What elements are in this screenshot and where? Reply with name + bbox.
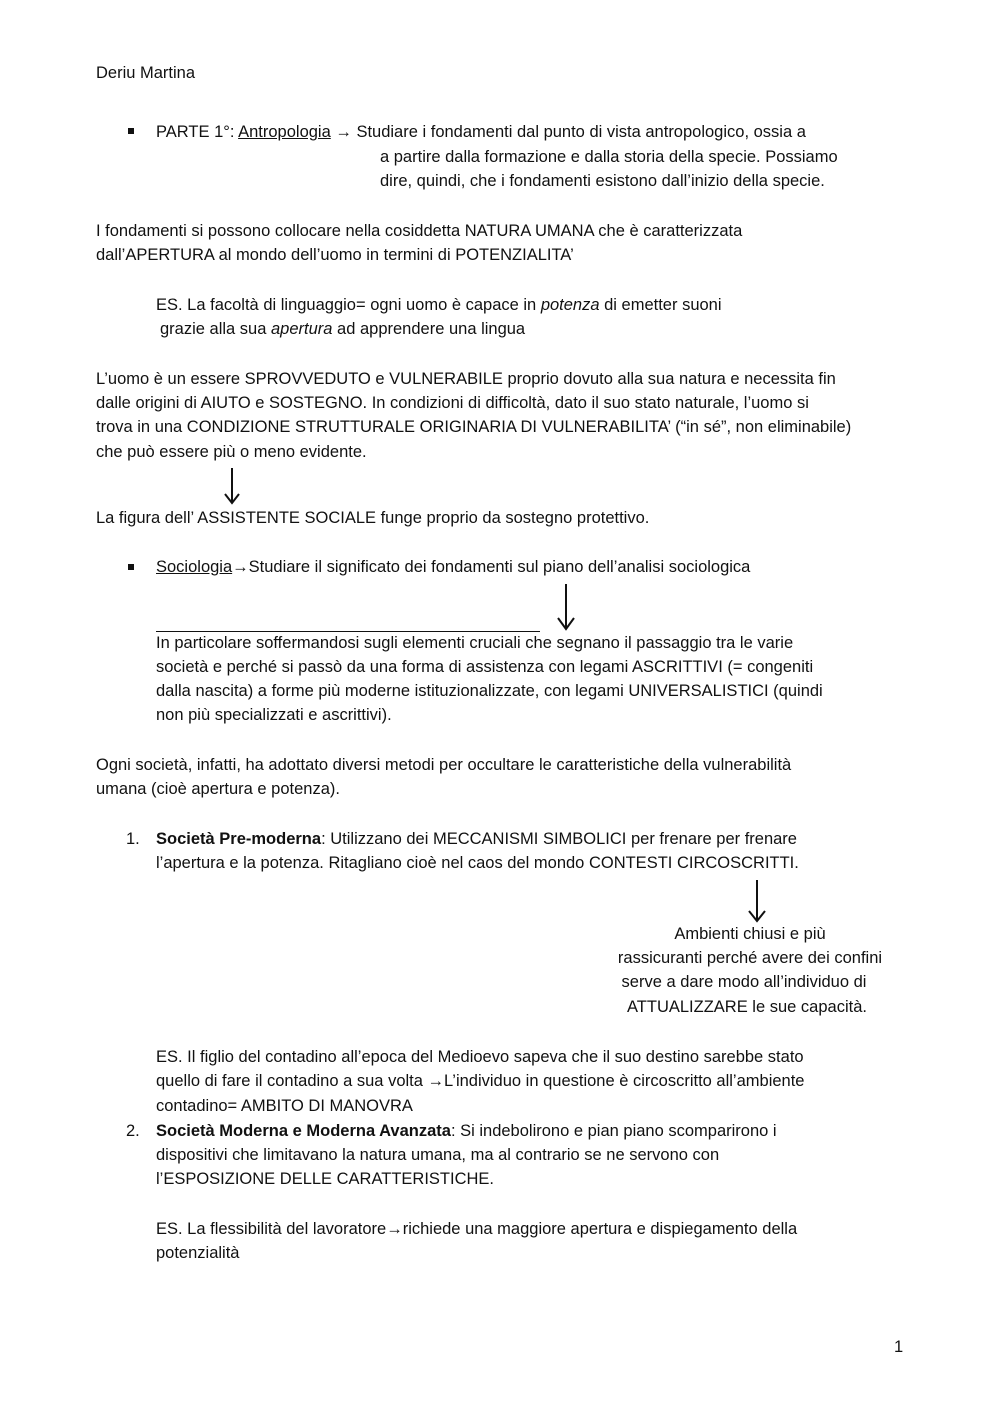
sociologia-text: Studiare il significato dei fondamenti sul piano dell’analisi sociologica bbox=[248, 558, 751, 576]
list-item-line: l’apertura e la potenza. Ritagliano cioè nel caos del mondo CONTESTI CIRCOSCRITTI. bbox=[156, 854, 799, 872]
example-line bbox=[160, 317, 525, 342]
paragraph-line: dall’APERTURA al mondo dell’uomo in termini di POTENZIALITA’ bbox=[96, 246, 574, 264]
note-line: serve a dare modo all’individuo di bbox=[621, 973, 867, 991]
paragraph-line: trova in una CONDIZIONE STRUTTURALE ORIGINARIA DI VULNERABILITA’ (“in sé”, non eliminabile) bbox=[96, 418, 852, 436]
bullet-icon bbox=[128, 128, 134, 134]
example-text: L’individuo in questione è circoscritto all’ambiente bbox=[444, 1072, 805, 1090]
down-arrow-icon bbox=[555, 582, 577, 632]
paragraph-line: dalle origini di AIUTO e SOSTEGNO. In condizioni di difficoltà, dato il suo stato naturale, l’uomo si bbox=[96, 394, 809, 412]
paragraph-line: L’uomo è un essere SPROVVEDUTO e VULNERABILE proprio dovuto alla sua natura e necessita fin bbox=[96, 370, 836, 388]
example-text: ES. La flessibilità del lavoratore bbox=[156, 1220, 387, 1238]
example-text: ad apprendere una lingua bbox=[332, 320, 526, 338]
bullet-icon bbox=[128, 564, 134, 570]
note-line: Ambienti chiusi e più bbox=[674, 925, 826, 943]
page-number: 1 bbox=[894, 1338, 904, 1356]
item2-title: Società Moderna e Moderna Avanzata bbox=[156, 1122, 451, 1140]
item1-text: : Utilizzano dei MECCANISMI SIMBOLICI per frenare per frenare bbox=[321, 830, 797, 848]
paragraph-line: Ogni società, infatti, ha adottato diversi metodi per occultare le caratteristiche della vulnerabilità bbox=[96, 756, 792, 774]
paragraph-line: I fondamenti si possono collocare nella cosiddetta NATURA UMANA che è caratterizzata bbox=[96, 222, 743, 240]
right-arrow-icon: → bbox=[232, 558, 249, 576]
paragraph-line: In particolare soffermandosi sugli elementi cruciali che segnano il passaggio tra le varie bbox=[156, 634, 794, 652]
paragraph-line: La figura dell’ ASSISTENTE SOCIALE funge proprio da sostegno protettivo. bbox=[96, 509, 650, 527]
paragraph-line: società e perché si passò da una forma di assistenza con legami ASCRITTIVI (= congeniti bbox=[156, 658, 814, 676]
paragraph-line: dalla nascita) a forme più moderne istituzionalizzate, con legami UNIVERSALISTICI (quindi bbox=[156, 682, 823, 700]
list-number: 2. bbox=[126, 1122, 140, 1140]
example-italic: potenza bbox=[540, 296, 600, 314]
note-line: rassicuranti perché avere dei confini bbox=[617, 949, 883, 967]
part1-line-1: Studiare i fondamenti dal punto di vista antropologico, ossia a bbox=[356, 123, 806, 141]
part1-title: Antropologia bbox=[238, 123, 331, 141]
example-text: di emetter suoni bbox=[599, 296, 722, 314]
part1-heading bbox=[156, 120, 806, 145]
example-line: potenzialità bbox=[156, 1244, 240, 1262]
right-arrow-icon: → bbox=[386, 1220, 403, 1238]
part1-line-3: dire, quindi, che i fondamenti esistono dall’inizio della specie. bbox=[380, 172, 825, 190]
example-text: quello di fare il contadino a sua volta bbox=[156, 1072, 428, 1090]
right-arrow-icon: → bbox=[427, 1072, 445, 1090]
list-item-line bbox=[156, 827, 797, 852]
example-line bbox=[156, 1217, 797, 1242]
down-arrow-icon bbox=[222, 466, 242, 506]
sociologia-title: Sociologia bbox=[156, 558, 233, 576]
example-text: ES. La facoltà di linguaggio= ogni uomo è capace in bbox=[156, 296, 541, 314]
paragraph-line: che può essere più o meno evidente. bbox=[96, 443, 367, 461]
example-text: grazie alla sua bbox=[160, 320, 271, 338]
list-item-line bbox=[156, 1119, 777, 1144]
item1-title: Società Pre-moderna bbox=[156, 830, 322, 848]
author-name: Deriu Martina bbox=[96, 64, 196, 82]
example-line: ES. Il figlio del contadino all’epoca del Medioevo sapeva che il suo destino sarebbe stato bbox=[156, 1048, 804, 1066]
part1-line-2: a partire dalla formazione e dalla storia della specie. Possiamo bbox=[380, 148, 838, 166]
example-text: richiede una maggiore apertura e dispiegamento della bbox=[402, 1220, 798, 1238]
example-italic: apertura bbox=[270, 320, 333, 338]
down-arrow-icon bbox=[746, 878, 768, 924]
part1-prefix: PARTE 1°: bbox=[156, 123, 239, 141]
paragraph-line: umana (cioè apertura e potenza). bbox=[96, 780, 340, 798]
list-number: 1. bbox=[126, 830, 140, 848]
sociologia-heading bbox=[156, 555, 750, 580]
example-line: contadino= AMBITO DI MANOVRA bbox=[156, 1097, 413, 1115]
right-arrow-icon: → bbox=[335, 123, 352, 141]
paragraph-line: non più specializzati e ascrittivi). bbox=[156, 706, 392, 724]
list-item-line: dispositivi che limitavano la natura umana, ma al contrario se ne servono con bbox=[156, 1146, 720, 1164]
item2-text: : Si indebolirono e pian piano scomparirono i bbox=[450, 1122, 777, 1140]
example-line bbox=[156, 293, 722, 318]
example-line bbox=[156, 1069, 804, 1094]
note-line: ATTUALIZZARE le sue capacità. bbox=[627, 998, 867, 1016]
list-item-line: l’ESPOSIZIONE DELLE CARATTERISTICHE. bbox=[156, 1170, 495, 1188]
